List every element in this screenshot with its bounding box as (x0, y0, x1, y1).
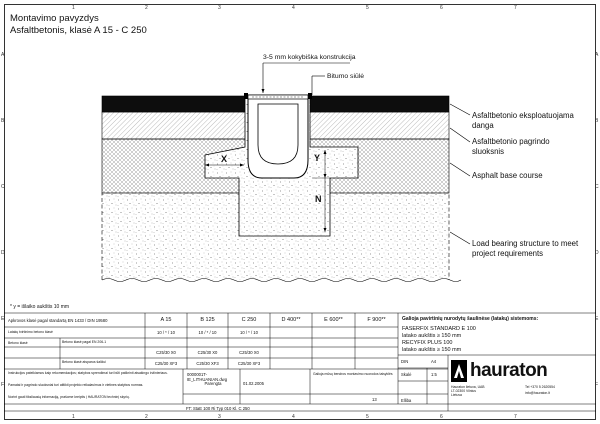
spec-header-label: Apkrovos klasė pagal standartą EN 1433 / DIN 19580 (8, 318, 108, 323)
scale-value: 1:5 (431, 372, 437, 377)
channel-inner (258, 104, 298, 164)
class-d400: D 400** (281, 317, 301, 323)
table-footnote-1: Instrukcijos pateikiamos kaip rekomendacijos; statybos sprendimai turi būti patikrinti atsakingo inžinieriaus. (8, 371, 168, 375)
class-f900: F 900** (367, 317, 386, 323)
grid-bot-7: 7 (514, 414, 517, 420)
product-line-3: RECYFIX PLUS 100 (402, 340, 453, 346)
grid-bot-5: 5 (366, 414, 369, 420)
callout-base-layer: Asfaltbetonio pagrindo sluoksnis (472, 137, 582, 156)
grid-right-b: B (595, 118, 599, 124)
row3-cell-b125: C25/30 XF3 (196, 361, 219, 366)
row3-cell-a15: C25/30 XF3 (154, 361, 178, 366)
grid-right-c: C (595, 184, 599, 190)
dim-x-label: X (221, 154, 228, 164)
row2-cell-b125: C25/30 X0 (197, 350, 218, 355)
grid-top-2: 2 (145, 5, 148, 11)
row-label-0: Latakų tvirtinimo betono klasė (8, 330, 53, 334)
grid-bot-6: 6 (440, 414, 443, 420)
date-value: 01.02.2005 (243, 381, 264, 386)
status-label: Elliba (401, 398, 412, 403)
drawing-title-line1: Montavimo pavyzdys (10, 13, 99, 24)
grid-top-3: 3 (218, 5, 221, 11)
grid-left-c: C (1, 184, 5, 190)
grid-left-a: A (1, 52, 5, 58)
hauraton-logo-mark-icon (451, 360, 467, 382)
grid-bot-4: 4 (292, 414, 295, 420)
brand-address: Hauraton lietuva, UAB LT-02300 Vilnius Lietuva (451, 385, 485, 398)
row0-cell-b125: 10 / * / 10 (198, 330, 217, 335)
callout-bitumen: Bitumo siūlė (327, 73, 365, 80)
grid-right-e: E (595, 316, 599, 322)
brand-email: info@hauraton.lt (525, 391, 550, 395)
class-c250: C 250 (241, 317, 257, 323)
row2-cell-a15: C25/30 X0 (156, 350, 176, 355)
row-label-1: Betono klasė (8, 341, 28, 345)
class-b125: B 125 (200, 317, 215, 323)
dim-n-label: N (315, 194, 322, 204)
brand-phone: Tel +370 5 2620554 (525, 385, 555, 389)
grid-left-b: B (1, 118, 5, 124)
product-line-4: latako aukštis ≥ 150 mm (402, 347, 462, 353)
brand-logo: hauraton (470, 360, 548, 381)
grid-top-5: 5 (366, 5, 369, 11)
class-e600: E 600** (324, 317, 343, 323)
row-label-3: Betono klasė atsparus šalčiui (62, 360, 106, 364)
grid-top-7: 7 (514, 5, 517, 11)
callout-base-course: Asphalt base course (472, 171, 543, 180)
product-line-2: latako aukštis ≥ 150 mm (402, 333, 462, 339)
callout-load-bearing: Load bearing structure to meet project requirements (472, 239, 579, 258)
row0-cell-c250: 10 / * / 10 (240, 330, 258, 335)
grid-bot-3: 3 (218, 414, 221, 420)
grid-right-f: F (595, 382, 599, 388)
grid-left-e: E (1, 316, 5, 322)
left-edge-rail (244, 93, 248, 99)
drawing-title-line2: Asfaltbetonis, klasė A 15 - C 250 (10, 25, 147, 36)
drawing-number: 0000001T-IE_LITHUANIAN.dwg (187, 372, 228, 382)
leader-base-layer (450, 128, 470, 142)
dim-y-label: Y (314, 153, 321, 163)
grid-top-4: 4 (292, 5, 295, 11)
date-label: Parengta (204, 381, 222, 386)
right-edge-rail (308, 93, 312, 99)
row0-cell-a15: 10 / * / 10 (157, 330, 175, 335)
grid-top-1: 1 (72, 5, 75, 11)
grid-bot-2: 2 (145, 414, 148, 420)
grid-bot-1: 1 (72, 414, 75, 420)
drawing-title-code: FT: StaE 100 Ri Typ 010 Kl. C 250 (186, 406, 250, 411)
table-footnote-3: Norint gauti tiksliausią informaciją, prašome kreiptis į HAURATON techninį skyrių. (8, 395, 130, 399)
grid-left-d: D (1, 250, 5, 256)
grid-top-6: 6 (440, 5, 443, 11)
grid-right-d: D (595, 250, 599, 256)
row2-cell-c250: C25/30 X0 (239, 350, 259, 355)
row-label-2: Betono klasė pagal EN 206-1 (62, 340, 107, 344)
callout-wear-layer: Asfaltbetonio eksploatuojama danga (472, 111, 574, 130)
leader-wear (450, 104, 470, 115)
footnote: * y = išlaiko aukštis 10 mm (10, 304, 70, 310)
product-line-1: FASERFIX STANDARD E 100 (402, 326, 476, 332)
row3-cell-c250: C25/30 XF3 (237, 361, 261, 366)
validity-note: Galioja mūsų bendros montavimo nuorodos taisyklės (313, 372, 393, 376)
leader-base-course (450, 163, 470, 176)
class-a15: A 15 (160, 317, 172, 323)
format-label: DIN (401, 359, 409, 364)
format-value: A4 (431, 359, 437, 364)
scale-label: Skalė (401, 372, 412, 377)
grid-left-f: F (1, 382, 5, 388)
product-heading: Galioja pavirtinių nurodytų šaulinėse (latakų) sistemoms: (402, 316, 539, 322)
table-footnote-2: Pamatai ir pagrindo sluoksniai turi atitikti projekto reikalavimus ir vietines statybos normas. (8, 383, 144, 387)
callout-steel: 3-5 mm kokybiška konstrukcija (263, 54, 356, 61)
grid-right-a: A (595, 52, 599, 58)
leader-load-bearing (450, 232, 470, 244)
sheet-number: 13 (372, 397, 377, 402)
